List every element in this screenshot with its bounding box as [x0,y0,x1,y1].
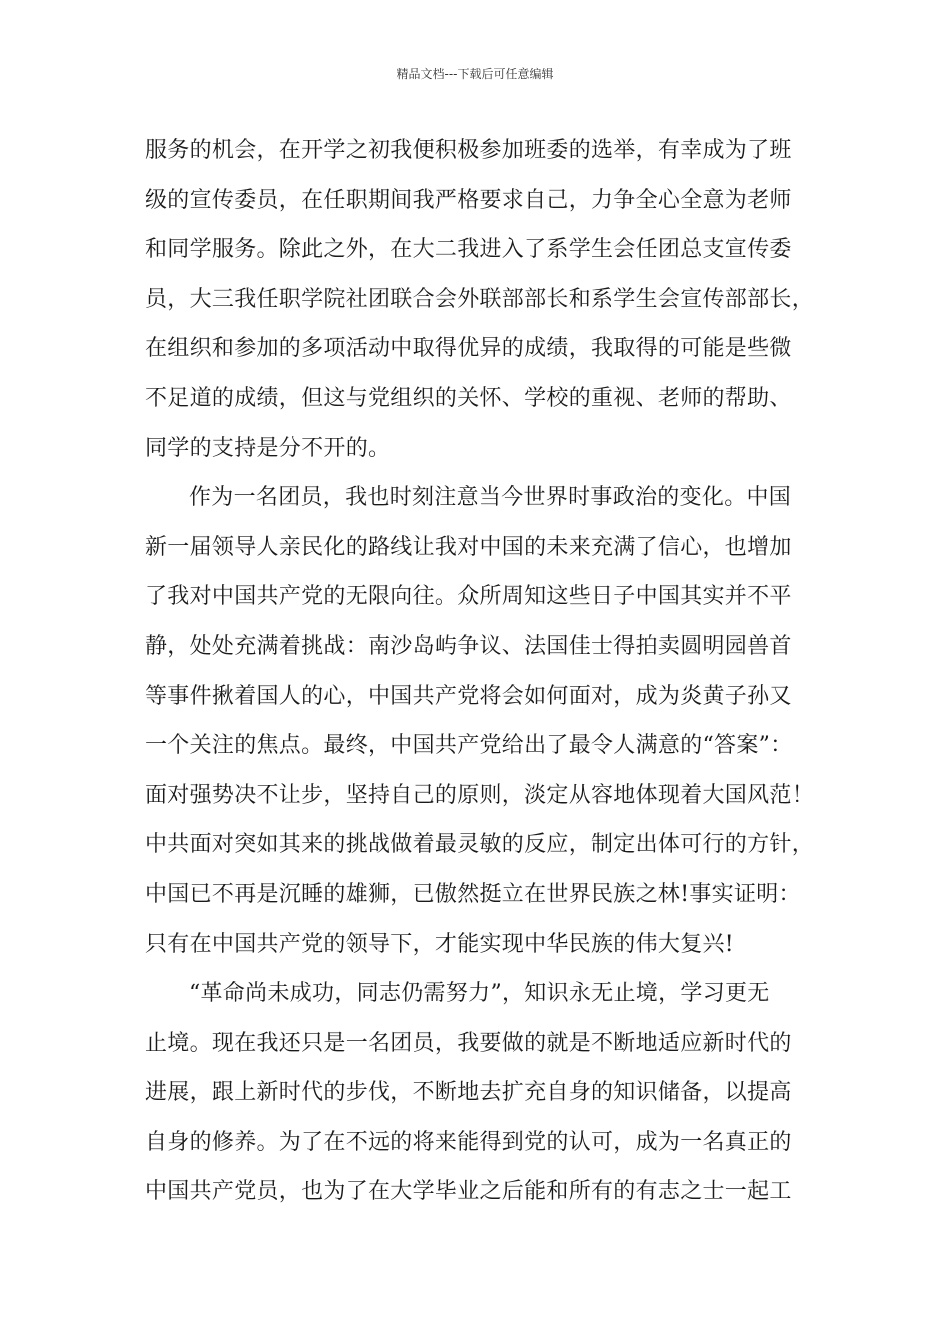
text-line: 同学的支持是分不开的。 [145,435,391,461]
text-line: 面对强势决不让步，坚持自己的原则，淡定从容地体现着大国风范！ [145,782,815,808]
text-line: 级的宣传委员，在任职期间我严格要求自己，力争全心全意为老师 [145,187,792,213]
text-line: 止境。现在我还只是一名团员，我要做的就是不断地适应新时代的 [145,1030,792,1056]
text-line: 静，处处充满着挑战：南沙岛屿争议、法国佳士得拍卖圆明园兽首 [145,633,792,659]
text-line: 新一届领导人亲民化的路线让我对中国的未来充满了信心，也增加 [145,534,792,560]
paragraph-start-line: “革命尚未成功，同志仍需努力”，知识永无止境，学习更无 [189,981,770,1007]
text-line: 等事件揪着国人的心，中国共产党将会如何面对，成为炎黄子孙又 [145,683,792,709]
text-line: 中国已不再是沉睡的雄狮，已傲然挺立在世界民族之林!事实证明： [145,881,801,907]
text-line: 只有在中国共产党的领导下，才能实现中华民族的伟大复兴! [145,931,734,957]
text-line: 一个关注的焦点。最终，中国共产党给出了最令人满意的“答案”： [145,733,793,759]
document-body [145,126,815,1217]
text-line: 自身的修养。为了在不远的将来能得到党的认可，成为一名真正的 [145,1129,792,1155]
text-line: 在组织和参加的多项活动中取得优异的成绩，我取得的可能是些微 [145,336,792,362]
text-line: 了我对中国共产党的无限向往。众所周知这些日子中国其实并不平 [145,584,792,610]
text-line: 中国共产党员，也为了在大学毕业之后能和所有的有志之士一起工 [145,1179,792,1205]
text-line: 不足道的成绩，但这与党组织的关怀、学校的重视、老师的帮助、 [145,385,792,411]
text-line: 员，大三我任职学院社团联合会外联部部长和系学生会宣传部部长， [145,286,815,312]
page-header: 精品文档---下载后可任意编辑 [396,67,554,81]
text-line: 进展，跟上新时代的步伐，不断地去扩充自身的知识储备，以提高 [145,1080,792,1106]
text-line: 中共面对突如其来的挑战做着最灵敏的反应，制定出体可行的方针， [145,832,815,858]
text-line: 和同学服务。除此之外，在大二我进入了系学生会任团总支宣传委 [145,237,792,263]
text-line: 服务的机会，在开学之初我便积极参加班委的选举，有幸成为了班 [145,138,792,163]
paragraph-start-line: 作为一名团员，我也时刻注意当今世界时事政治的变化。中国 [189,485,792,511]
